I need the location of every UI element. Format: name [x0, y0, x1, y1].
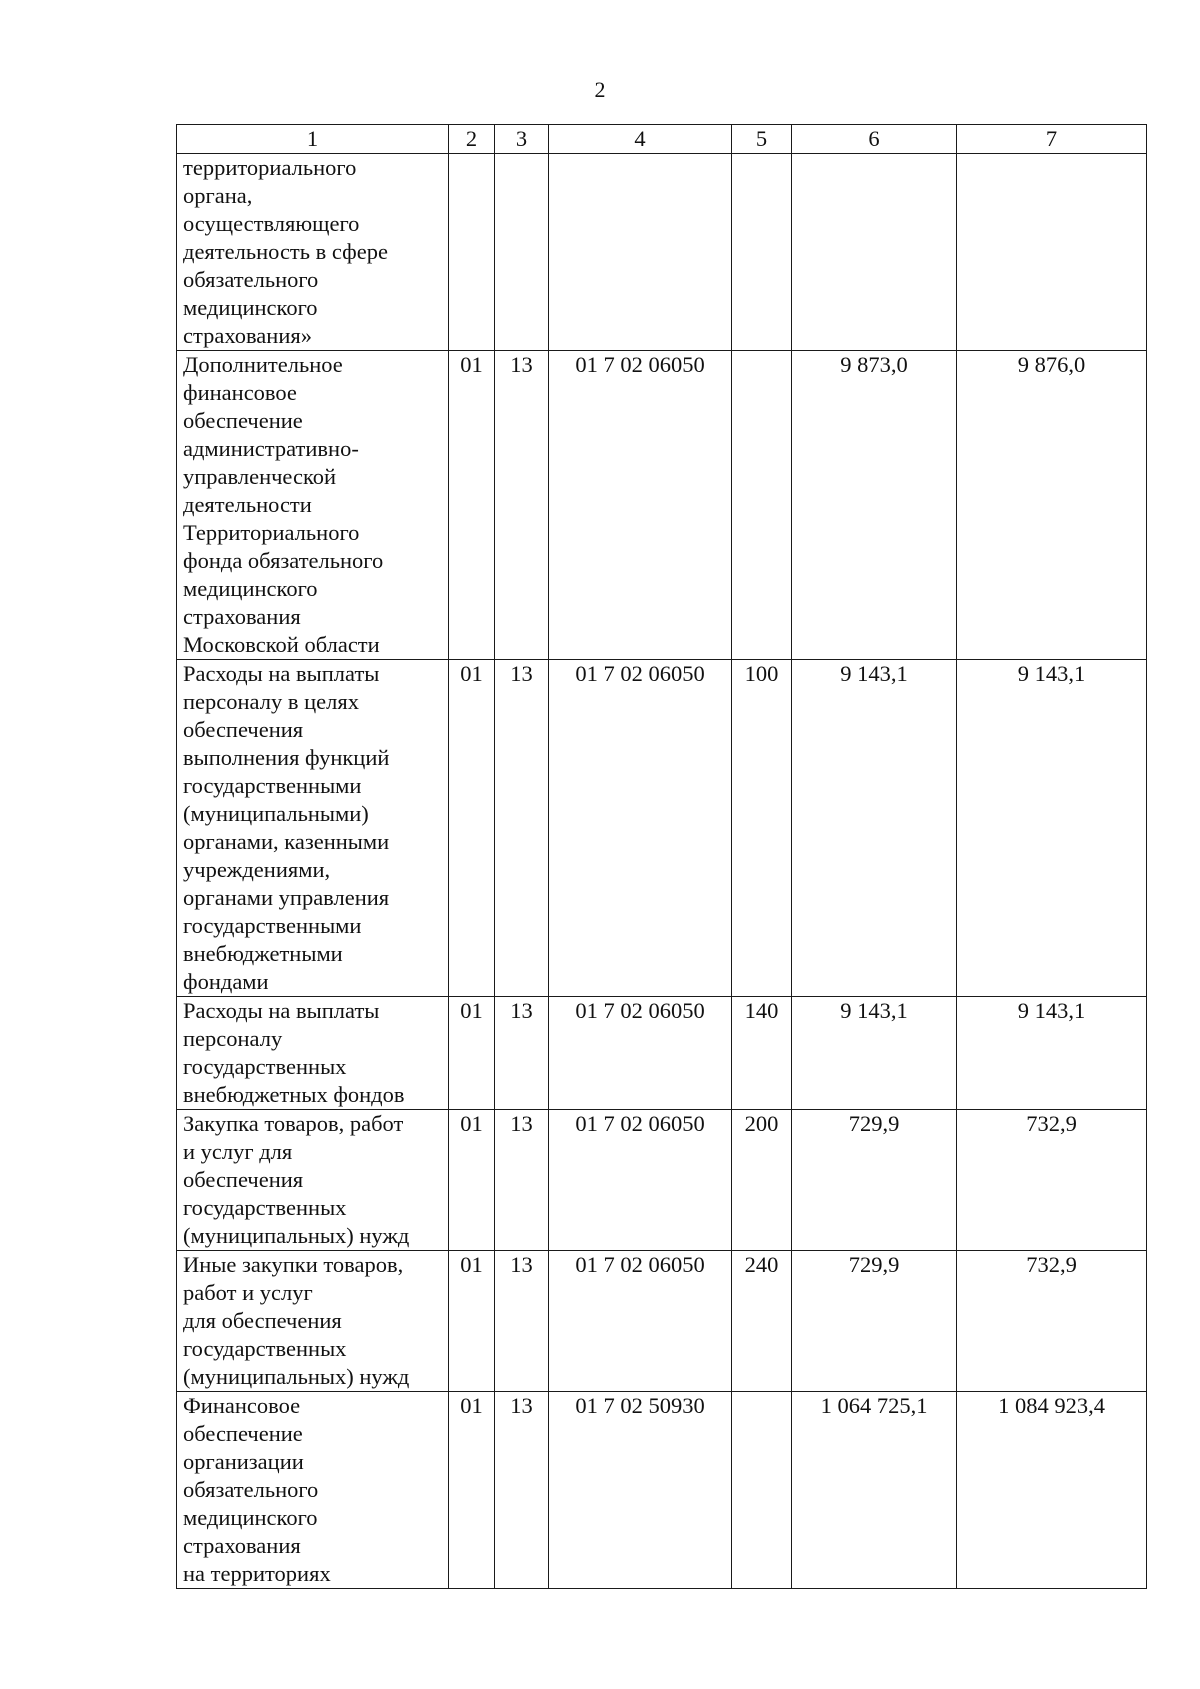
row-name-line: государственных [183, 1054, 347, 1079]
expense-type-cell: 100 [732, 660, 792, 997]
table-row [177, 351, 1147, 660]
row-name-line: органами, казенными [183, 829, 390, 854]
row-name-line: (муниципальных) нужд [183, 1364, 410, 1389]
column-header: 4 [549, 125, 732, 154]
amount-year1-cell: 9 873,0 [792, 351, 957, 660]
subsection-code-cell: 13 [495, 997, 549, 1110]
row-name-line: на территориях [183, 1561, 331, 1586]
target-article-cell [549, 154, 732, 351]
table-header-row [177, 125, 1147, 154]
column-header: 5 [732, 125, 792, 154]
section-code-cell: 01 [449, 997, 495, 1110]
row-name-line: Расходы на выплаты [183, 998, 380, 1023]
row-name-line: деятельность в сфере [183, 239, 388, 264]
row-name-line: государственных [183, 1336, 347, 1361]
row-name-line: страхования [183, 604, 301, 629]
row-name-line: медицинского [183, 576, 318, 601]
row-name-line: страхования» [183, 323, 312, 348]
row-name-cell [177, 154, 449, 351]
amount-year1-cell: 9 143,1 [792, 997, 957, 1110]
table-row [177, 660, 1147, 997]
column-header: 7 [957, 125, 1147, 154]
expense-type-cell: 140 [732, 997, 792, 1110]
subsection-code-cell: 13 [495, 351, 549, 660]
row-name-line: органа, [183, 183, 253, 208]
amount-year1-cell: 9 143,1 [792, 660, 957, 997]
row-name-line: для обеспечения [183, 1308, 342, 1333]
expense-type-cell [732, 351, 792, 660]
row-name-line: учреждениями, [183, 857, 331, 882]
row-name-line: обеспечение [183, 1421, 303, 1446]
row-name-line: фондами [183, 969, 269, 994]
row-name-cell [177, 1110, 449, 1251]
row-name-line: Расходы на выплаты [183, 661, 380, 686]
expense-type-cell [732, 154, 792, 351]
row-name-line: обеспечение [183, 408, 303, 433]
amount-year2-cell: 9 876,0 [957, 351, 1147, 660]
expense-type-cell: 200 [732, 1110, 792, 1251]
table-row [177, 1251, 1147, 1392]
row-name-line: Московской области [183, 632, 380, 657]
target-article-cell: 01 7 02 06050 [549, 660, 732, 997]
target-article-cell: 01 7 02 06050 [549, 1251, 732, 1392]
row-name-line: работ и услуг [183, 1280, 313, 1305]
column-header: 2 [449, 125, 495, 154]
budget-table [176, 124, 1147, 1589]
row-name-line: организации [183, 1449, 304, 1474]
target-article-cell: 01 7 02 06050 [549, 997, 732, 1110]
row-name-line: Иные закупки товаров, [183, 1252, 404, 1277]
column-header: 1 [177, 125, 449, 154]
amount-year2-cell: 1 084 923,4 [957, 1392, 1147, 1589]
row-name-line: медицинского [183, 295, 318, 320]
subsection-code-cell: 13 [495, 660, 549, 997]
amount-year2-cell: 9 143,1 [957, 997, 1147, 1110]
row-name-line: государственными [183, 913, 362, 938]
row-name-line: обеспечения [183, 1167, 304, 1192]
row-name-line: выполнения функций [183, 745, 390, 770]
section-code-cell [449, 154, 495, 351]
section-code-cell: 01 [449, 1110, 495, 1251]
row-name-line: деятельности [183, 492, 312, 517]
column-header: 3 [495, 125, 549, 154]
row-name-line: Финансовое [183, 1393, 301, 1418]
target-article-cell: 01 7 02 50930 [549, 1392, 732, 1589]
table-row [177, 154, 1147, 351]
row-name-line: Дополнительное [183, 352, 343, 377]
row-name-line: внебюджетных фондов [183, 1082, 405, 1107]
expense-type-cell: 240 [732, 1251, 792, 1392]
row-name-line: обеспечения [183, 717, 304, 742]
row-name-line: (муниципальных) нужд [183, 1223, 410, 1248]
row-name-line: управленческой [183, 464, 337, 489]
target-article-cell: 01 7 02 06050 [549, 1110, 732, 1251]
subsection-code-cell: 13 [495, 1251, 549, 1392]
section-code-cell: 01 [449, 351, 495, 660]
expense-type-cell [732, 1392, 792, 1589]
table-row [177, 1392, 1147, 1589]
row-name-line: обязательного [183, 1477, 319, 1502]
row-name-line: медицинского [183, 1505, 318, 1530]
section-code-cell: 01 [449, 1392, 495, 1589]
row-name-line: органами управления [183, 885, 390, 910]
amount-year1-cell: 729,9 [792, 1110, 957, 1251]
row-name-line: фонда обязательного [183, 548, 384, 573]
row-name-line: внебюджетными [183, 941, 343, 966]
row-name-line: (муниципальными) [183, 801, 369, 826]
table-row [177, 1110, 1147, 1251]
row-name-line: обязательного [183, 267, 319, 292]
row-name-line: персоналу в целях [183, 689, 359, 714]
row-name-cell [177, 1392, 449, 1589]
row-name-line: территориального [183, 155, 357, 180]
amount-year2-cell [957, 154, 1147, 351]
row-name-line: и услуг для [183, 1139, 293, 1164]
row-name-line: государственных [183, 1195, 347, 1220]
row-name-line: персоналу [183, 1026, 283, 1051]
target-article-cell: 01 7 02 06050 [549, 351, 732, 660]
row-name-line: финансовое [183, 380, 297, 405]
subsection-code-cell: 13 [495, 1392, 549, 1589]
amount-year1-cell: 1 064 725,1 [792, 1392, 957, 1589]
row-name-line: административно- [183, 436, 359, 461]
table-row [177, 997, 1147, 1110]
amount-year2-cell: 732,9 [957, 1251, 1147, 1392]
subsection-code-cell [495, 154, 549, 351]
amount-year2-cell: 9 143,1 [957, 660, 1147, 997]
section-code-cell: 01 [449, 1251, 495, 1392]
row-name-line: осуществляющего [183, 211, 360, 236]
row-name-line: страхования [183, 1533, 301, 1558]
row-name-line: Закупка товаров, работ [183, 1111, 404, 1136]
row-name-cell [177, 1251, 449, 1392]
row-name-line: Территориального [183, 520, 360, 545]
row-name-cell [177, 997, 449, 1110]
column-header: 6 [792, 125, 957, 154]
amount-year2-cell: 732,9 [957, 1110, 1147, 1251]
row-name-cell [177, 660, 449, 997]
page-number: 2 [594, 77, 606, 102]
section-code-cell: 01 [449, 660, 495, 997]
subsection-code-cell: 13 [495, 1110, 549, 1251]
row-name-line: государственными [183, 773, 362, 798]
row-name-cell [177, 351, 449, 660]
amount-year1-cell [792, 154, 957, 351]
amount-year1-cell: 729,9 [792, 1251, 957, 1392]
